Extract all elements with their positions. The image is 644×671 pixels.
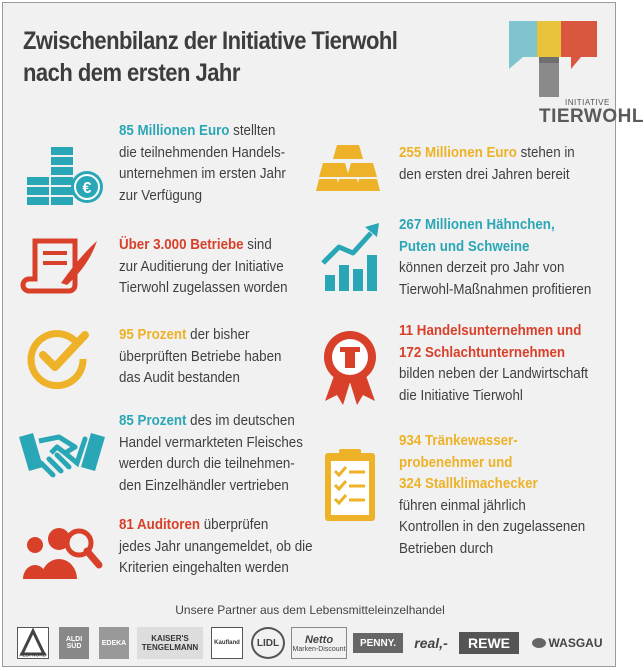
fact-line: den ersten drei Jahren bereit <box>399 166 570 183</box>
fact-line: überprüfen <box>200 517 269 533</box>
infographic-frame <box>2 2 644 667</box>
svg-text:ALDI NORD: ALDI NORD <box>19 652 47 659</box>
fact-highlight: 11 Handelsunternehmen und <box>399 323 582 339</box>
fact-highlight: Über 3.000 Betriebe <box>119 237 244 253</box>
handshake-icon <box>17 423 107 493</box>
page-title <box>23 25 428 89</box>
wasgau-mark-icon <box>532 638 546 648</box>
fact-line: können derzeit pro Jahr von <box>399 260 565 276</box>
fact-line: zur Verfügung <box>119 187 203 204</box>
fact-highlight: 255 Millionen Euro <box>399 145 517 161</box>
fact-highlight: probenehmer und <box>399 454 513 471</box>
fact-highlight: 172 Schlachtunternehmen <box>399 344 566 361</box>
partner-logo-edeka: EDEKA <box>99 627 129 659</box>
coins-euro-icon <box>21 133 111 213</box>
fact-line: Kontrollen in den zugelassenen <box>399 519 586 535</box>
partner-logo-wasgau: WASGAU <box>525 627 609 659</box>
fact-line: Tierwohl zugelassen worden <box>119 280 288 296</box>
fact-line: jedes Jahr unangemeldet, ob die <box>119 538 313 555</box>
fact-line: stehen in <box>516 145 575 161</box>
fact-line: des im deutschen <box>186 413 295 429</box>
svg-text:€: € <box>82 180 92 197</box>
partner-logo-kaisers-tengelmann: KAISER'S TENGELMANN <box>137 627 203 659</box>
partner-logo-netto: Netto Marken-Discount <box>291 627 347 659</box>
fact-highlight: 267 Millionen Hähnchen, <box>399 217 555 233</box>
fact-line: Kriterien eingehalten werden <box>119 560 289 576</box>
partner-logo-aldi-nord <box>17 627 49 659</box>
fact-line: bilden neben der Landwirtschaft <box>399 366 589 382</box>
fact-highlight: 95 Prozent <box>119 327 187 343</box>
checkmark-circle-icon <box>21 325 101 389</box>
gold-bars-icon <box>315 141 381 193</box>
fact-line: das Audit bestanden <box>119 370 240 386</box>
fact-line: zur Auditierung der Initiative <box>119 258 284 275</box>
award-badge-icon <box>315 327 385 407</box>
fact-highlight: 81 Auditoren <box>119 517 201 533</box>
fact-highlight: Puten und Schweine <box>399 238 530 255</box>
fact-highlight: 934 Tränkewasser- <box>399 433 518 449</box>
fact-line: werden durch die teilnehmen- <box>119 456 295 472</box>
logo-subtitle: INITIATIVE <box>565 98 610 107</box>
fact-line: unternehmen im ersten Jahr <box>119 166 286 182</box>
certificate-quill-icon <box>21 235 101 295</box>
fact-highlight: 324 Stallklimachecker <box>399 476 538 492</box>
fact-line: sind <box>243 237 272 253</box>
partner-logo-rewe: REWE <box>459 632 519 654</box>
fact-line: überprüften Betriebe haben <box>119 348 282 365</box>
partner-logo-real: real,- <box>414 635 448 651</box>
fact-highlight: 85 Millionen Euro <box>119 123 230 139</box>
fact-line: die Initiative Tierwohl <box>399 387 523 404</box>
partner-logo-aldi-sued: ALDI SÜD <box>59 627 89 659</box>
partner-logos <box>13 627 609 659</box>
fact-line: den Einzelhändler vertrieben <box>119 477 289 494</box>
growth-chart-icon <box>315 219 385 293</box>
partner-logo-penny: PENNY. <box>353 633 403 653</box>
title-line-2: nach dem ersten Jahr <box>23 59 240 87</box>
partner-logo-lidl: LIDL <box>251 627 285 659</box>
auditor-magnifier-icon <box>21 519 107 583</box>
fact-line: der bisher <box>186 327 250 343</box>
fact-line: Handel vermarkteten Fleisches <box>119 434 303 451</box>
clipboard-checklist-icon <box>315 447 385 527</box>
fact-line: führen einmal jährlich <box>399 497 526 514</box>
fact-highlight: 85 Prozent <box>119 413 187 429</box>
title-line-1: Zwischenbilanz der Initiative Tierwohl <box>23 27 398 55</box>
partners-title: Unsere Partner aus dem Lebensmitteleinzelhandel <box>175 603 445 617</box>
logo-wordmark: TIERWOHL <box>539 106 644 127</box>
partner-logo-kaufland: Kaufland <box>211 627 243 659</box>
fact-line: Tierwohl-Maßnahmen profitieren <box>399 281 592 298</box>
fact-line: die teilnehmenden Handels- <box>119 144 286 161</box>
fact-line: stellten <box>229 123 276 139</box>
fact-line: Betrieben durch <box>399 540 494 557</box>
